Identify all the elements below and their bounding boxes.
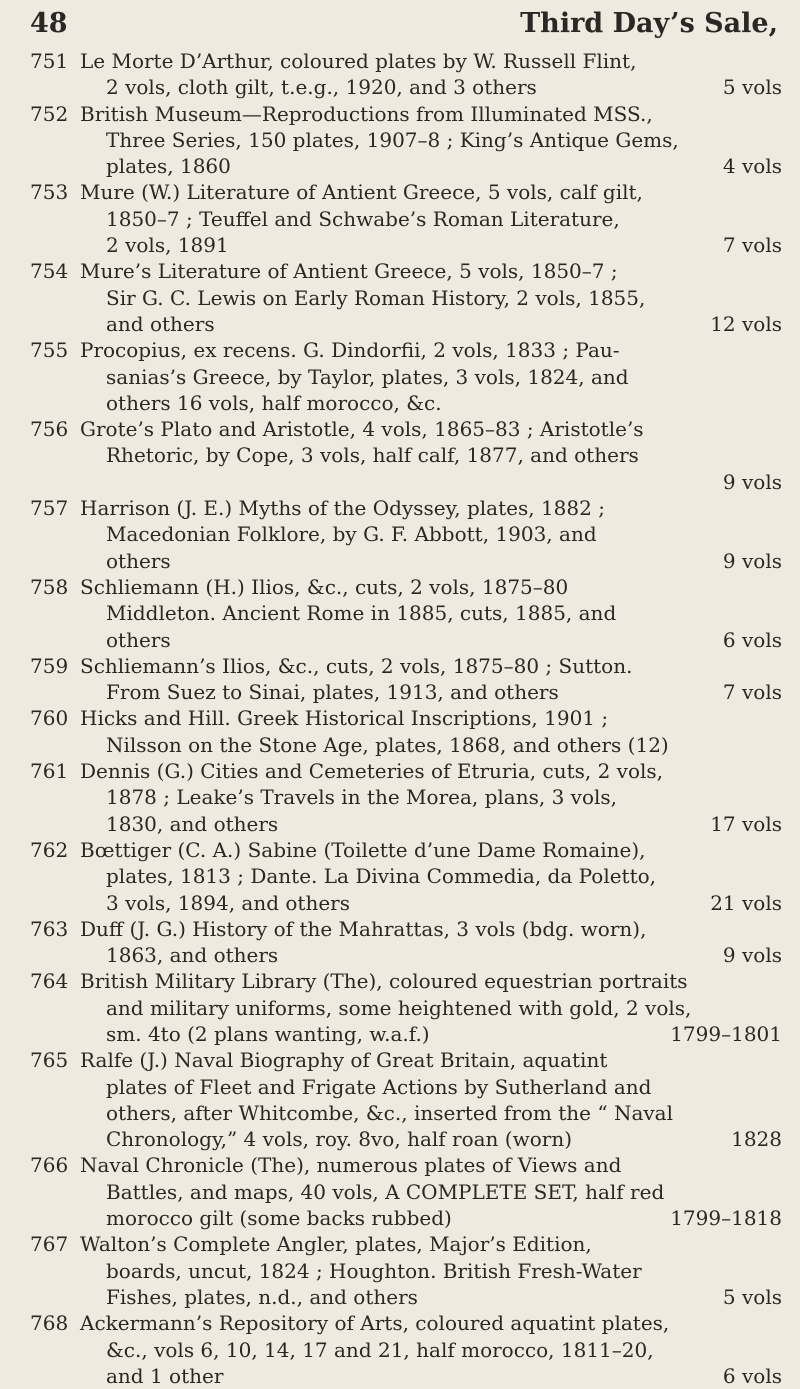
lot-description-text: boards, uncut, 1824 ; Houghton. British Fresh-Water	[106, 1258, 642, 1283]
lot-entry	[30, 653, 782, 706]
lot-quantity: 5 vols	[722, 75, 782, 100]
lot-description-line	[106, 1205, 782, 1231]
lot-quantity: 21 vols	[710, 890, 782, 915]
lot-description-line	[80, 1047, 782, 1073]
lot-number: 753	[30, 180, 69, 205]
lot-description-line	[106, 364, 782, 390]
lot-description-line	[106, 1021, 782, 1047]
lot-description-line	[106, 285, 782, 311]
lot-entry	[30, 916, 782, 969]
lot-description-line	[106, 1337, 782, 1363]
lot-number: 764	[30, 969, 69, 994]
lot-description-text: 1878 ; Leake’s Travels in the Morea, plans, 3 vols,	[106, 785, 618, 810]
lot-description-text: Battles, and maps, 40 vols, A COMPLETE SET, half red	[106, 1179, 665, 1204]
lot-description-text: Fishes, plates, n.d., and others	[106, 1284, 418, 1309]
lot-quantity: 9 vols	[722, 943, 782, 968]
lot-description-text: 1830, and others	[106, 811, 279, 836]
lot-entry	[30, 705, 782, 758]
lot-description-text: Procopius, ex recens. G. Dindorfii, 2 vols, 1833 ; Pau-	[80, 338, 620, 363]
lot-entry	[30, 179, 782, 258]
lot-description-text: plates of Fleet and Frigate Actions by Sutherland and	[106, 1074, 652, 1099]
lot-description-text: 1863, and others	[106, 943, 279, 968]
lot-quantity: 1799–1818	[670, 1206, 782, 1231]
lot-description-line	[80, 653, 782, 679]
lot-description-text: others	[106, 548, 171, 573]
lot-description-text: Schliemann’s Ilios, &c., cuts, 2 vols, 1875–80 ; Sutton.	[80, 653, 633, 678]
lot-description-line	[106, 1100, 782, 1126]
lot-description-line	[106, 811, 782, 837]
lot-number: 767	[30, 1232, 69, 1257]
lot-entry	[30, 337, 782, 416]
lot-number: 751	[30, 49, 69, 73]
lot-description-text: sm. 4to (2 plans wanting, w.a.f.)	[106, 1021, 430, 1046]
lot-quantity: 6 vols	[722, 1363, 782, 1388]
lot-quantity: 5 vols	[722, 1284, 782, 1309]
lot-number: 765	[30, 1048, 69, 1073]
lot-description-text: Schliemann (H.) Ilios, &c., cuts, 2 vols, 1875–80	[80, 574, 569, 599]
lot-description-line	[80, 968, 782, 994]
page-number: 48	[30, 8, 68, 39]
lot-description-text: Duff (J. G.) History of the Mahrattas, 3 vols (bdg. worn),	[80, 916, 647, 941]
lot-description-line	[106, 863, 782, 889]
lot-description-text: Bœttiger (C. A.) Sabine (Toilette d’une Dame Romaine),	[80, 837, 646, 862]
page-header	[30, 6, 778, 46]
lot-description-line	[106, 1126, 782, 1152]
lot-description-line	[80, 48, 782, 74]
lot-description-line	[80, 495, 782, 521]
lot-quantity: 7 vols	[722, 233, 782, 258]
lot-number: 761	[30, 759, 69, 784]
lot-description-text: and 1 other	[106, 1363, 224, 1388]
lot-description-line	[80, 416, 782, 442]
lot-number: 754	[30, 259, 69, 284]
lot-description-line	[106, 469, 782, 495]
lot-quantity: 6 vols	[722, 627, 782, 652]
lot-description-line	[80, 837, 782, 863]
lot-description-text: 3 vols, 1894, and others	[106, 890, 350, 915]
lot-description-line	[80, 705, 782, 731]
lot-description-text: 2 vols, cloth gilt, t.e.g., 1920, and 3 others	[106, 75, 537, 100]
lot-description-line	[106, 442, 782, 468]
lot-description-line	[106, 390, 782, 416]
lot-quantity: 1799–1801	[670, 1021, 782, 1046]
lot-description-text: Three Series, 150 plates, 1907–8 ; King’s Antique Gems,	[106, 127, 679, 152]
lot-description-line	[106, 232, 782, 258]
lot-description-line	[80, 101, 782, 127]
lot-description-text: Harrison (J. E.) Myths of the Odyssey, plates, 1882 ;	[80, 496, 605, 521]
lot-entry	[30, 48, 782, 101]
lot-quantity: 17 vols	[710, 811, 782, 836]
lot-description-text: plates, 1813 ; Dante. La Divina Commedia, da Poletto,	[106, 864, 657, 889]
lot-description-text: Chronology,” 4 vols, roy. 8vo, half roan (worn)	[106, 1127, 572, 1152]
lot-number: 768	[30, 1311, 69, 1336]
lot-description-line	[80, 179, 782, 205]
lot-description-text: Mure’s Literature of Antient Greece, 5 vols, 1850–7 ;	[80, 259, 618, 284]
lot-entry	[30, 574, 782, 653]
lot-description-text: Naval Chronicle (The), numerous plates of Views and	[80, 1153, 622, 1178]
lot-description-line	[106, 1179, 782, 1205]
lot-description-line	[106, 127, 782, 153]
lot-description-text: British Museum—Reproductions from Illuminated MSS.,	[80, 101, 653, 126]
lot-description-line	[106, 74, 782, 100]
lot-description-text: 1850–7 ; Teuffel and Schwabe’s Roman Literature,	[106, 206, 620, 231]
lot-entry	[30, 258, 782, 337]
lot-description-line	[106, 600, 782, 626]
lot-description-text: British Military Library (The), coloured equestrian portraits	[80, 969, 688, 994]
lot-entry	[30, 837, 782, 916]
lot-description-text: Middleton. Ancient Rome in 1885, cuts, 1885, and	[106, 601, 617, 626]
lot-description-line	[106, 995, 782, 1021]
lot-description-line	[106, 206, 782, 232]
lot-description-line	[80, 1152, 782, 1178]
lot-description-line	[106, 890, 782, 916]
lot-description-text: 2 vols, 1891	[106, 233, 229, 258]
lot-description-line	[106, 679, 782, 705]
lot-description-text: Nilsson on the Stone Age, plates, 1868, and others (12)	[106, 732, 669, 757]
lot-description-line	[106, 548, 782, 574]
lot-description-text: others, after Whitcombe, &c., inserted from the “ Naval	[106, 1100, 673, 1125]
lot-number: 758	[30, 574, 69, 599]
lot-entry	[30, 758, 782, 837]
lot-number: 755	[30, 338, 69, 363]
lot-description-line	[80, 574, 782, 600]
lot-entry	[30, 1231, 782, 1310]
lot-description-text: Mure (W.) Literature of Antient Greece, 5 vols, calf gilt,	[80, 180, 643, 205]
lot-description-text: Rhetoric, by Cope, 3 vols, half calf, 1877, and others	[106, 443, 639, 468]
lot-number: 756	[30, 417, 69, 442]
lot-entry	[30, 495, 782, 574]
lot-description-text: Sir G. C. Lewis on Early Roman History, 2 vols, 1855,	[106, 285, 646, 310]
lot-description-line	[106, 1284, 782, 1310]
lot-description-line	[106, 1363, 782, 1389]
lot-description-line	[106, 627, 782, 653]
lot-description-text: Ralfe (J.) Naval Biography of Great Britain, aquatint	[80, 1048, 608, 1073]
lot-description-text: Le Morte D’Arthur, coloured plates by W. Russell Flint,	[80, 49, 637, 73]
lot-description-text: Ackermann’s Repository of Arts, coloured aquatint plates,	[80, 1311, 670, 1336]
lot-number: 759	[30, 653, 69, 678]
lot-number: 763	[30, 916, 69, 941]
lot-number: 752	[30, 101, 69, 126]
lot-description-text: Dennis (G.) Cities and Cemeteries of Etruria, cuts, 2 vols,	[80, 759, 664, 784]
lot-description-line	[80, 1310, 782, 1336]
lot-description-text: others	[106, 627, 171, 652]
running-head: Third Day’s Sale,	[520, 8, 778, 39]
lot-description-text: &c., vols 6, 10, 14, 17 and 21, half morocco, 1811–20,	[106, 1337, 654, 1362]
lot-description-text: Grote’s Plato and Aristotle, 4 vols, 1865–83 ; Aristotle’s	[80, 417, 644, 442]
lot-description-line	[106, 311, 782, 337]
lot-description-line	[80, 258, 782, 284]
lot-quantity: 9 vols	[722, 469, 782, 494]
lot-quantity: 9 vols	[722, 548, 782, 573]
lot-description-text: Macedonian Folklore, by G. F. Abbott, 1903, and	[106, 522, 597, 547]
lot-description-text: sanias’s Greece, by Taylor, plates, 3 vols, 1824, and	[106, 364, 629, 389]
lot-number: 762	[30, 837, 69, 862]
lot-entry	[30, 1152, 782, 1231]
lot-description-line	[106, 732, 782, 758]
lot-description-text: From Suez to Sinai, plates, 1913, and others	[106, 680, 559, 705]
lot-entry	[30, 416, 782, 495]
lot-description-text: plates, 1860	[106, 154, 231, 179]
lot-entry	[30, 968, 782, 1047]
lot-description-line	[80, 1231, 782, 1257]
lot-quantity: 4 vols	[722, 154, 782, 179]
lot-description-line	[106, 784, 782, 810]
lot-quantity: 12 vols	[710, 311, 782, 336]
lot-number: 766	[30, 1153, 69, 1178]
lot-entry	[30, 101, 782, 180]
lot-description-line	[106, 521, 782, 547]
lot-description-line	[106, 1258, 782, 1284]
lot-description-text: Walton’s Complete Angler, plates, Major’s Edition,	[80, 1232, 592, 1257]
lot-entry	[30, 1047, 782, 1152]
lot-description-line	[80, 337, 782, 363]
lot-description-line	[80, 916, 782, 942]
lot-list	[30, 48, 782, 1389]
lot-description-text: Hicks and Hill. Greek Historical Inscriptions, 1901 ;	[80, 706, 609, 731]
lot-description-line	[106, 1074, 782, 1100]
lot-quantity: 7 vols	[722, 680, 782, 705]
lot-description-line	[80, 758, 782, 784]
lot-description-text: morocco gilt (some backs rubbed)	[106, 1206, 452, 1231]
lot-description-line	[106, 942, 782, 968]
lot-quantity: 1828	[731, 1127, 782, 1152]
lot-description-text: and military uniforms, some heightened with gold, 2 vols,	[106, 995, 692, 1020]
lot-entry	[30, 1310, 782, 1389]
lot-number: 757	[30, 496, 69, 521]
lot-description-text: others 16 vols, half morocco, &c.	[106, 390, 442, 415]
lot-description-line	[106, 153, 782, 179]
lot-description-text: and others	[106, 311, 215, 336]
lot-number: 760	[30, 706, 69, 731]
